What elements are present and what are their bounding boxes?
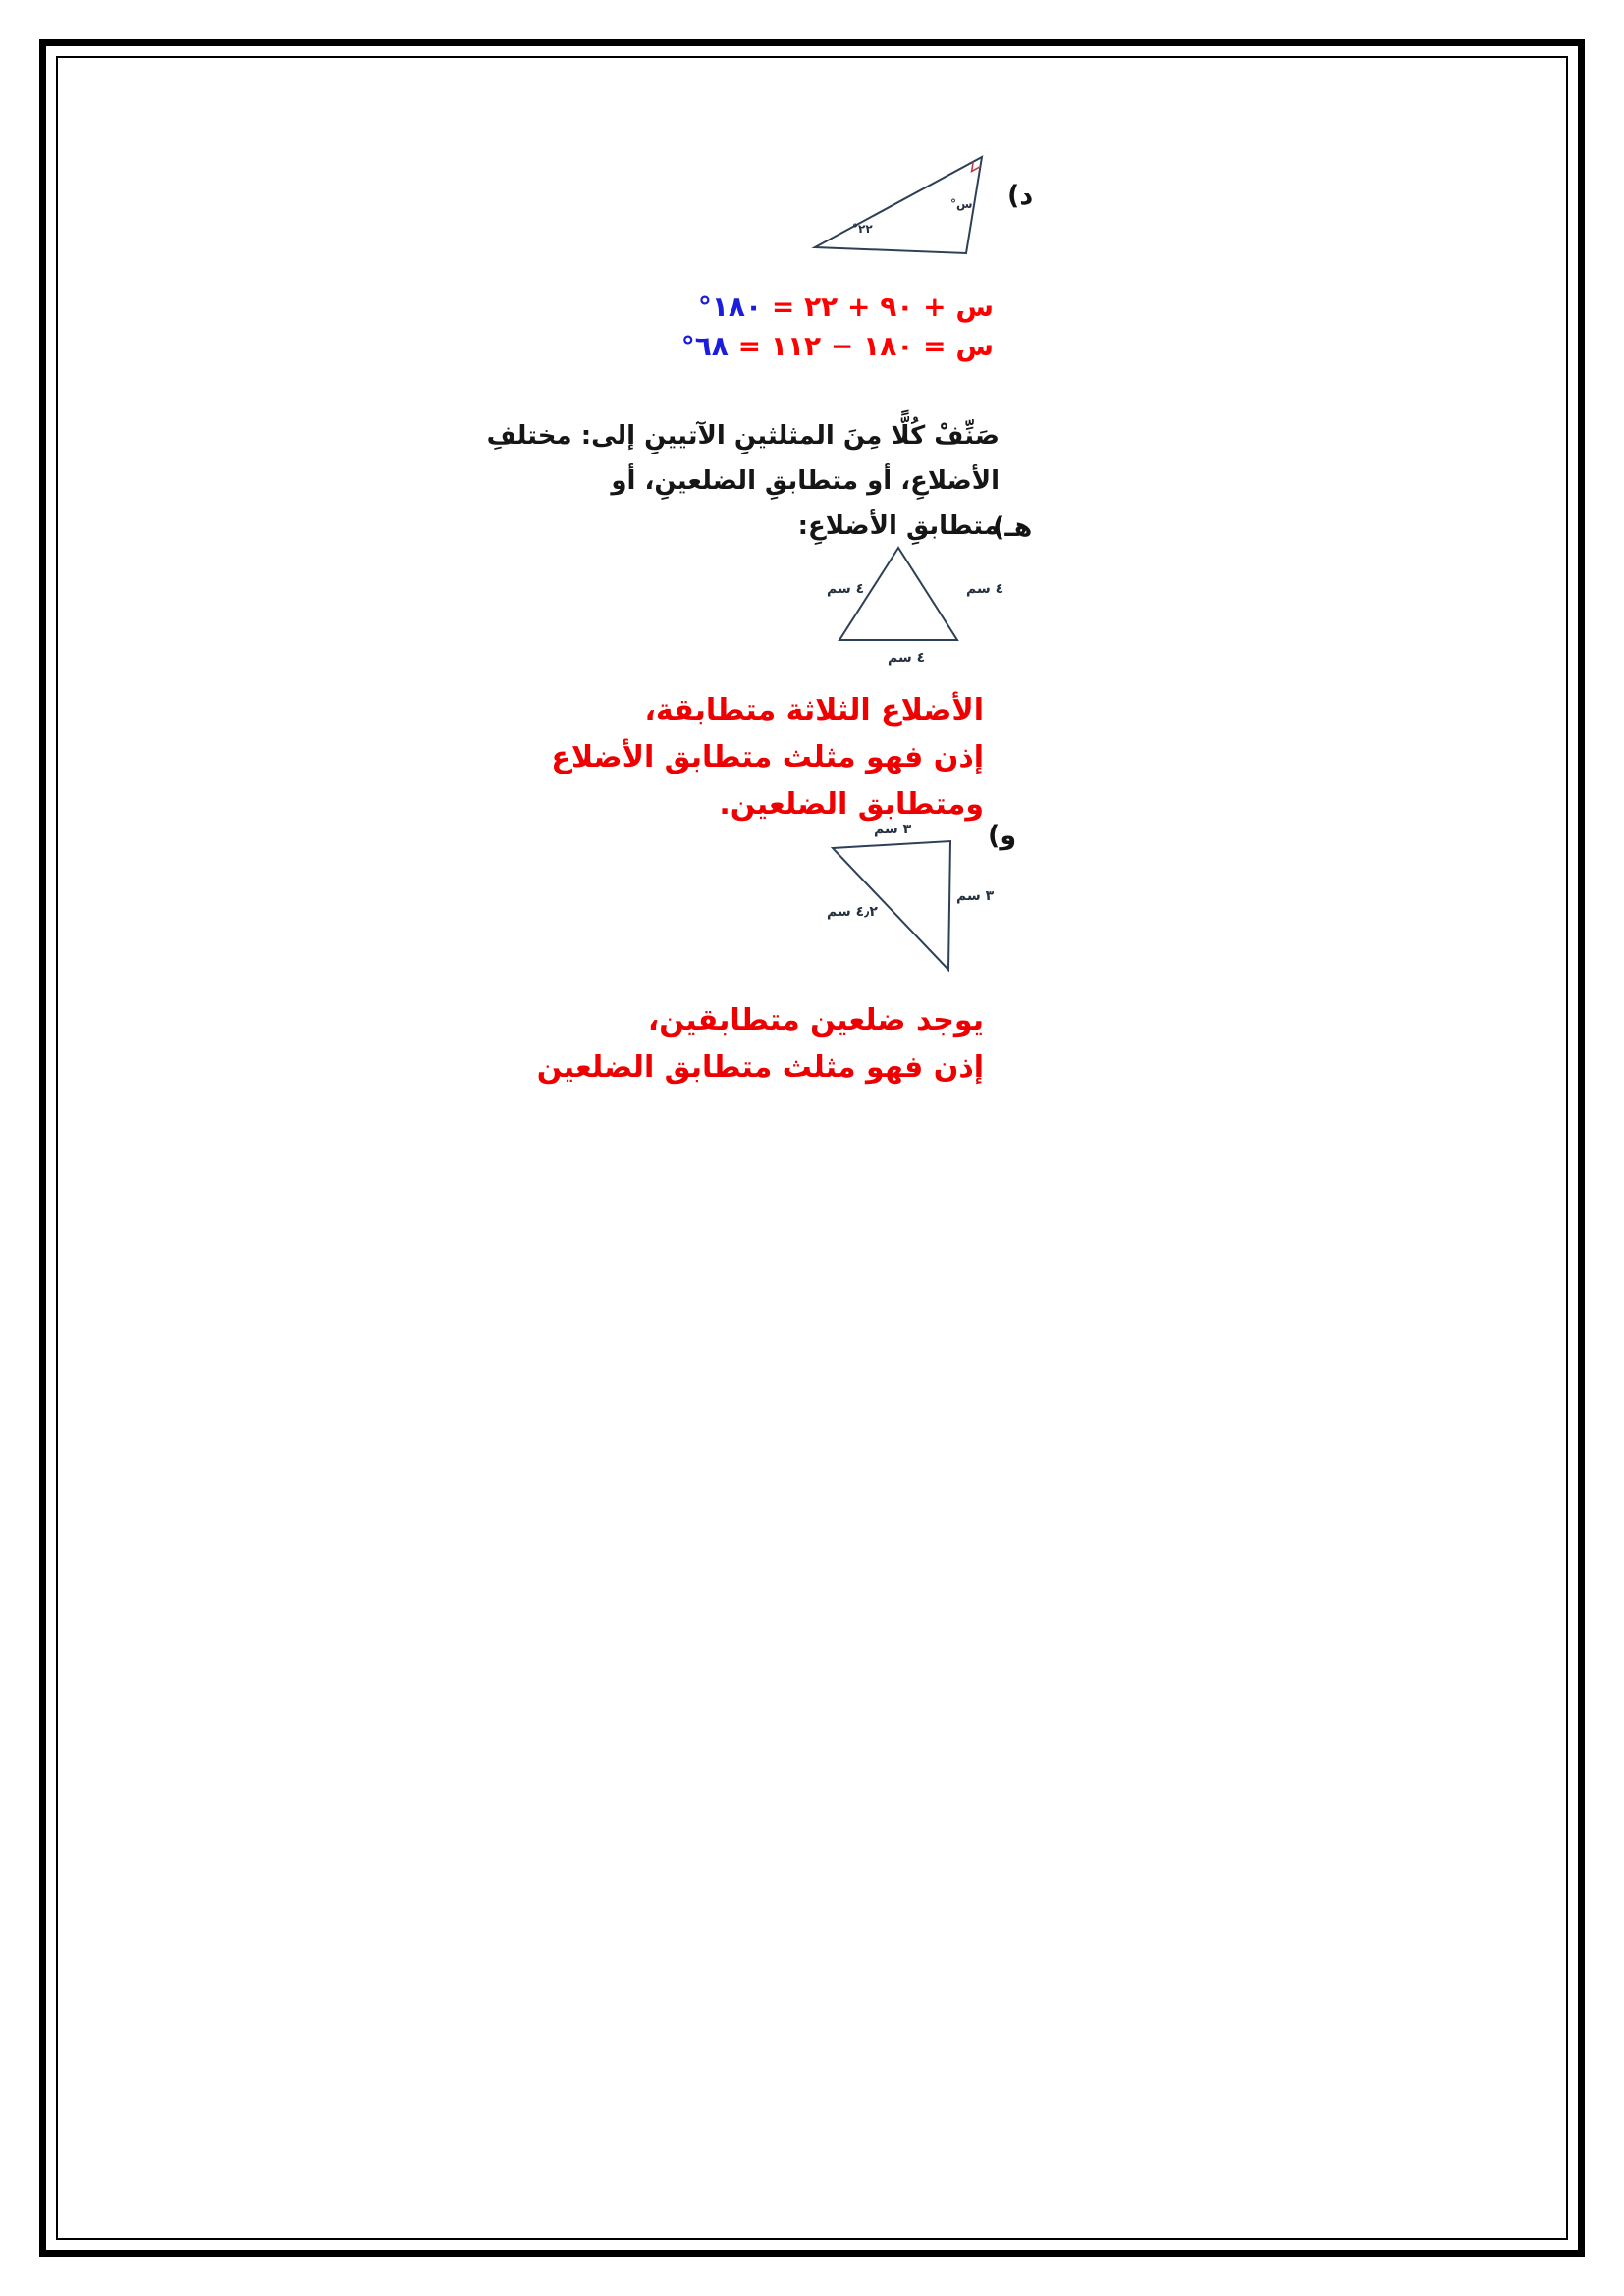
equation-1-lhs: س + ٩٠ + ٢٢ = (762, 291, 994, 323)
page-border-inner (56, 56, 1568, 2240)
question-text (383, 413, 1000, 549)
triangle-d-figure (803, 143, 1009, 271)
answer-h-line-1: الأضلاع الثلاثة متطابقة، (644, 693, 984, 727)
side-label-hypotenuse: ٤٫٢ سم (827, 904, 878, 920)
figure-label-h: هـ) (993, 512, 1033, 543)
answer-h (432, 687, 984, 828)
equation-block (677, 288, 994, 366)
figure-label-w: و) (988, 821, 1017, 851)
triangle-d (803, 143, 1009, 271)
question-line-2: متطابقِ الأضلاعِ: (797, 511, 1000, 541)
side-label-bottom: ٤ سم (888, 650, 926, 666)
question-line-1: صَنِّفْ كُلًّا مِنَ المثلثينِ الآتيينِ إلى: مختلفِ الأضلاعِ، أو متطابقِ الضلعينِ، أو (486, 421, 1000, 496)
side-label-top: ٣ سم (874, 822, 912, 837)
answer-w (432, 997, 984, 1092)
answer-w-line-1: يوجد ضلعين متطابقين، (647, 1003, 984, 1038)
side-label-right: ٣ سم (956, 888, 995, 904)
triangle-w (813, 818, 1004, 987)
answer-w-line-2: إذن فهو مثلث متطابق الضلعين (536, 1050, 984, 1085)
answer-h-line-2: إذن فهو مثلث متطابق الأضلاع ومتطابق الضلعين. (551, 740, 984, 822)
equation-1-result: ١٨٠° (697, 291, 763, 323)
equation-2-lhs: س = ١٨٠ − ١١٢ = (728, 330, 994, 362)
angle-label-x: س° (950, 197, 973, 211)
angle-label-22: ٢٢° (852, 222, 873, 236)
side-label-right: ٤ سم (966, 581, 1004, 597)
equation-line-2 (677, 327, 994, 366)
triangle-h (803, 536, 1014, 683)
figure-label-d: د) (1007, 181, 1034, 211)
equation-line-1 (677, 288, 994, 327)
side-label-left: ٤ سم (827, 581, 865, 597)
equation-2-result: ٦٨° (680, 330, 729, 362)
